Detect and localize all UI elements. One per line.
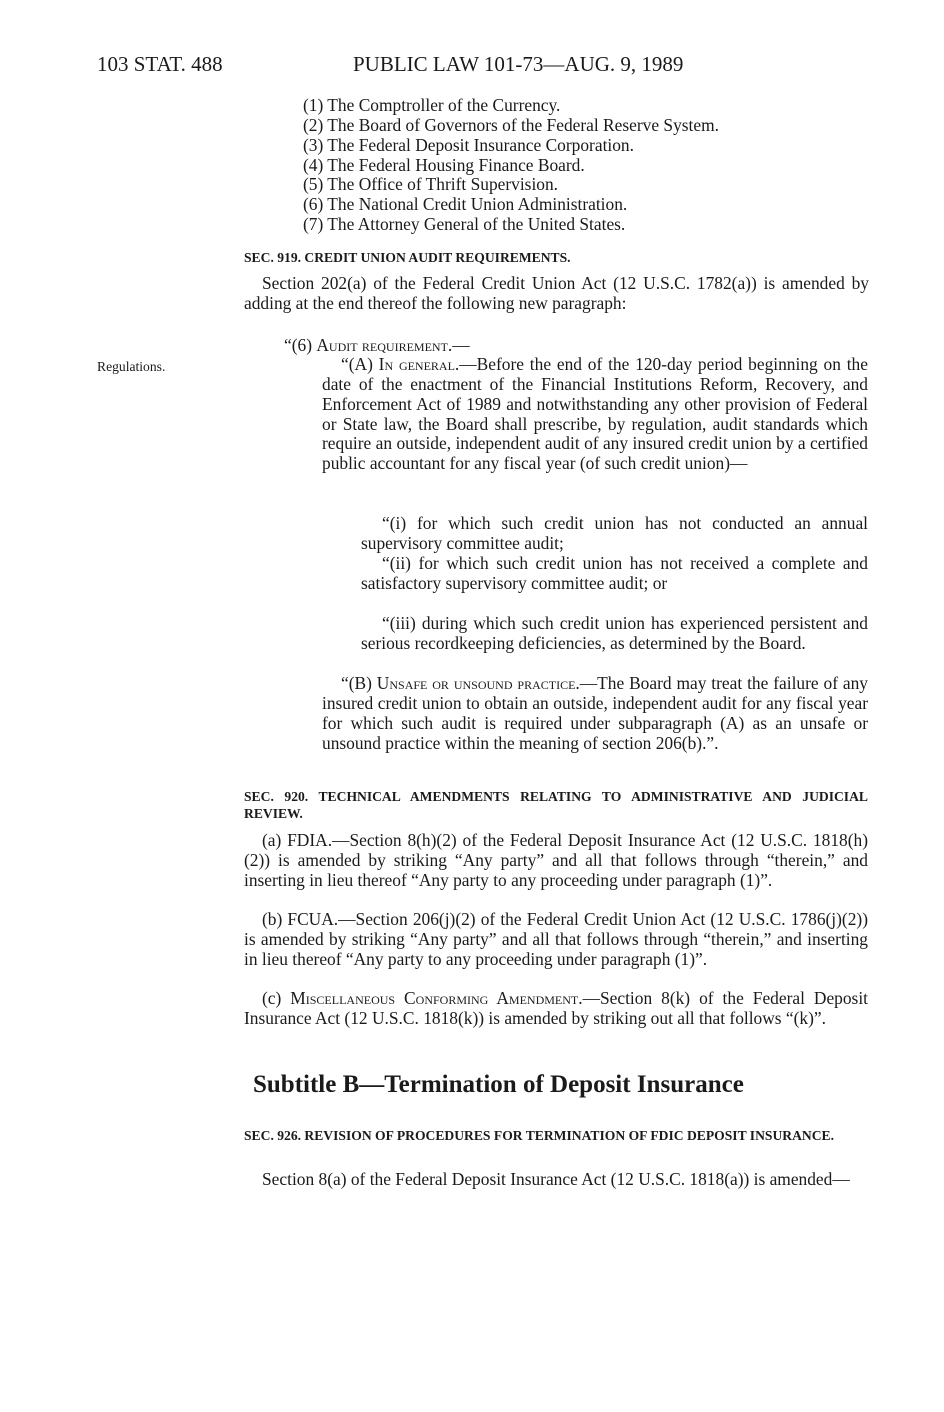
list-item: (7) The Attorney General of the United States. bbox=[303, 214, 626, 235]
subparagraph-a-prefix: “(A) bbox=[341, 354, 379, 374]
section-926-heading: SEC. 926. REVISION OF PROCEDURES FOR TERMINATION OF FDIC DEPOSIT INSURANCE. bbox=[244, 1128, 835, 1143]
paragraph-6-heading bbox=[284, 336, 864, 356]
section-920-heading-text: SEC. 920. TECHNICAL AMENDMENTS RELATING TO ADMINISTRATIVE AND JUDICIAL REVIEW. bbox=[244, 789, 868, 821]
subparagraph-b bbox=[322, 674, 868, 753]
clause-iii: “(iii) during which such credit union has experienced persistent and serious recordkeeping deficiencies, as determined by the Board. bbox=[361, 613, 868, 653]
subparagraph-a-text: —Before the end of the 120-day period beginning on the date of the enactment of the Financial Institutions Reform, Recovery, and Enforcement Act of 1989 and notwithstanding any other provision of Federal or State law, the Board shall prescribe, by regulation, audit standards which require an outside, independent audit of any insured credit union by a certified public accountant for any fiscal year (of such credit union)— bbox=[322, 354, 868, 474]
subparagraph-b-heading: Unsafe or unsound practice. bbox=[376, 673, 580, 693]
section-920-b: (b) FCUA.—Section 206(j)(2) of the Federal Credit Union Act (12 U.S.C. 1786(j)(2)) is amended by striking “Any party” and all that follows through “therein,” and inserting in lieu thereof “Any party to any proceeding under paragraph (1)”. bbox=[244, 909, 868, 969]
margin-note-regulations: Regulations. bbox=[97, 359, 166, 374]
section-920-heading bbox=[244, 788, 868, 822]
paragraph-6-prefix: “(6) bbox=[284, 335, 317, 355]
section-926-text: Section 8(a) of the Federal Deposit Insurance Act (12 U.S.C. 1818(a)) is amended— bbox=[262, 1169, 850, 1189]
list-item: (1) The Comptroller of the Currency. bbox=[303, 95, 561, 115]
paragraph-6-title: Audit requirement.— bbox=[316, 335, 470, 355]
subtitle-heading: Subtitle B—Termination of Deposit Insurance bbox=[253, 1071, 744, 1098]
section-920-c bbox=[244, 989, 868, 1029]
clause-i: “(i) for which such credit union has not conducted an annual supervisory committee audit; bbox=[361, 513, 868, 553]
subparagraph-a-heading: In general. bbox=[378, 354, 460, 374]
clause-ii: “(ii) for which such credit union has not received a complete and satisfactory supervisory committee audit; or bbox=[361, 553, 868, 593]
list-item: (3) The Federal Deposit Insurance Corporation. bbox=[303, 134, 634, 155]
list-item: (6) The National Credit Union Administration. bbox=[303, 194, 628, 215]
section-919-intro: Section 202(a) of the Federal Credit Union Act (12 U.S.C. 1782(a)) is amended by adding at the end thereof the following new paragraph: bbox=[244, 273, 869, 313]
list-item: (5) The Office of Thrift Supervision. bbox=[303, 174, 559, 195]
section-919-heading: SEC. 919. CREDIT UNION AUDIT REQUIREMENTS. bbox=[244, 250, 571, 265]
list-item: (4) The Federal Housing Finance Board. bbox=[303, 154, 585, 175]
section-920-c-heading: Miscellaneous Conforming Amendment. bbox=[290, 988, 583, 1008]
section-920-a: (a) FDIA.—Section 8(h)(2) of the Federal Deposit Insurance Act (12 U.S.C. 1818(h)(2)) is amended by striking “Any party” and all that follows through “therein,” and inserting in lieu thereof “Any party to any proceeding under paragraph (1)”. bbox=[244, 830, 868, 890]
section-920-c-prefix: (c) bbox=[262, 988, 291, 1008]
page-law-title: PUBLIC LAW 101-73—AUG. 9, 1989 bbox=[353, 52, 684, 76]
list-item: (2) The Board of Governors of the Federal Reserve System. bbox=[303, 114, 719, 135]
agency-list bbox=[303, 96, 878, 235]
subparagraph-b-text: —The Board may treat the failure of any insured credit union to obtain an outside, independent audit for any fiscal year for which such audit is required under subparagraph (A) as an unsafe or unsound practice within the meaning of section 206(b).”. bbox=[322, 673, 868, 753]
section-920-c-text: —Section 8(k) of the Federal Deposit Insurance Act (12 U.S.C. 1818(k)) is amended by striking out all that follows “(k)”. bbox=[244, 988, 868, 1028]
subparagraph-a bbox=[322, 355, 868, 474]
subparagraph-b-prefix: “(B) bbox=[341, 673, 377, 693]
page-stat-reference: 103 STAT. 488 bbox=[97, 52, 223, 76]
